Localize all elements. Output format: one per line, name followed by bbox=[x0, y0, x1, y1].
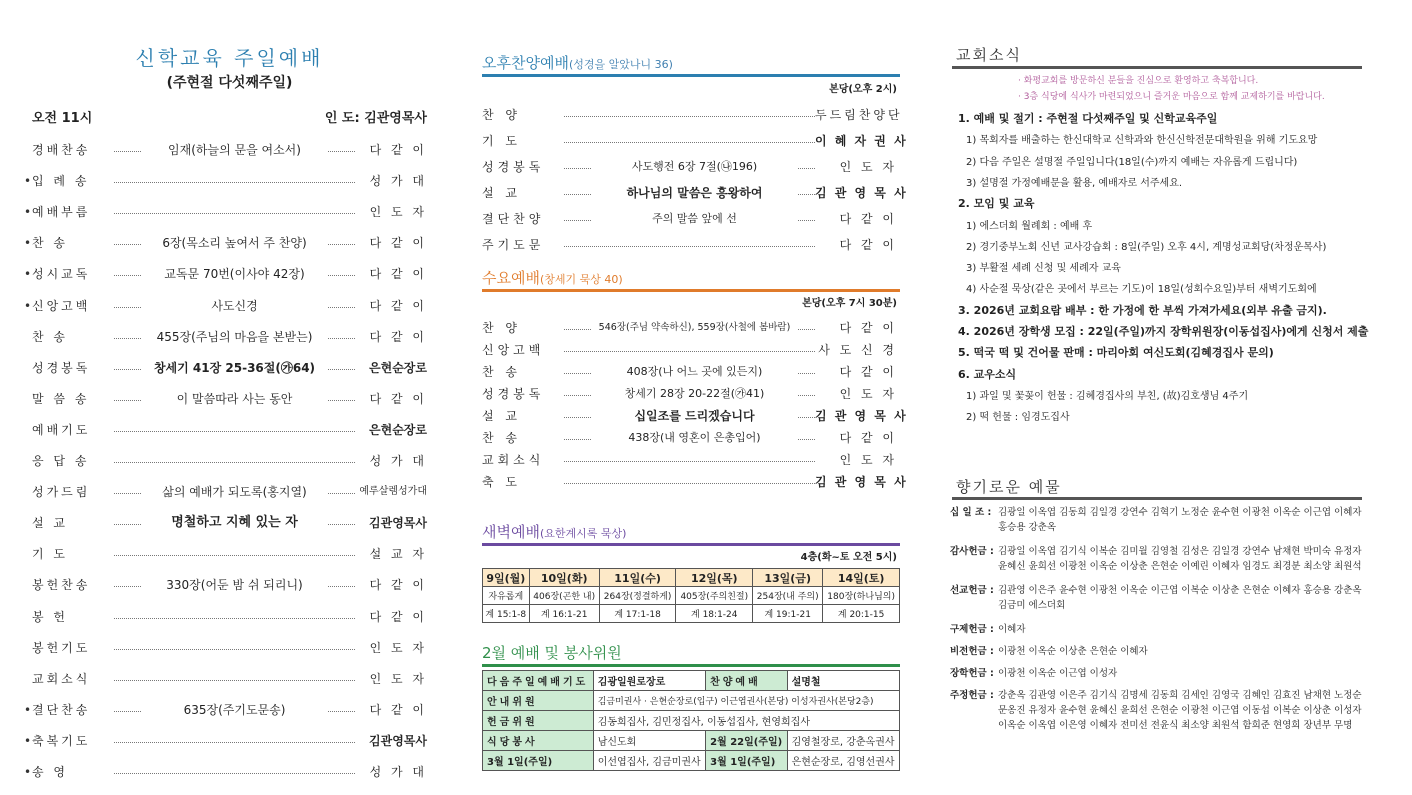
afternoon-item bbox=[482, 157, 897, 177]
item-content: 이 말씀따라 사는 동안 bbox=[142, 389, 327, 409]
next-prayer-name: 김광일원로장로 bbox=[593, 671, 705, 691]
news-item: 1) 목회자를 배출하는 한신대학교 신학과와 한신신학전문대학원을 위해 기도요망 bbox=[966, 135, 1318, 147]
dawn-text: 계 18:1-24 bbox=[676, 605, 753, 623]
worship-item bbox=[32, 575, 427, 595]
dot-leader bbox=[114, 182, 355, 183]
dawn-hymn: 180장(하나님의) bbox=[823, 587, 900, 605]
volunteers-table bbox=[482, 670, 900, 771]
offering-label: 구제헌금 : bbox=[950, 624, 994, 635]
dot-leader bbox=[564, 461, 817, 462]
dot-leader bbox=[564, 142, 817, 143]
worship-item bbox=[24, 731, 427, 751]
item-name: 송 영 bbox=[32, 765, 68, 779]
service-leader: 인 도: 김관영목사 bbox=[324, 111, 427, 126]
worship-item bbox=[32, 358, 427, 378]
item-name: 찬 송 bbox=[482, 365, 521, 379]
news-item: 4) 사순절 묵상(같은 곳에서 부르는 기도)이 18일(성회수요일)부터 새벽기도회에 bbox=[966, 284, 1317, 296]
news-item: 3) 부활절 세례 신청 및 세례자 교육 bbox=[966, 263, 1121, 275]
item-leader: 인 도 자 bbox=[815, 384, 897, 404]
item-content: 교독문 70번(이사야 42장) bbox=[142, 264, 327, 284]
offering-names: 김동희집사, 김민정집사, 이동섭집사, 현영희집사 bbox=[593, 711, 899, 731]
item-content: 삶의 예배가 되도록(홍지열) bbox=[142, 482, 327, 502]
service-title: 신학교육 주일예배 bbox=[135, 46, 324, 70]
dawn-hymn: 264장(정결하게) bbox=[599, 587, 676, 605]
item-name: 신앙고백 bbox=[32, 298, 91, 313]
news-note-2: · 3층 식당에 식사가 마련되었으니 즐거운 마음으로 함께 교제하기를 바랍니다. bbox=[1018, 92, 1325, 102]
worship-item bbox=[32, 607, 427, 627]
item-content: 명철하고 지혜 있는 자 bbox=[142, 513, 327, 533]
dawn-hymn: 405장(주의친절) bbox=[676, 587, 753, 605]
item-leader: 김 관 영 목 사 bbox=[815, 183, 897, 203]
item-leader: 다 같 이 bbox=[357, 327, 427, 347]
item-name: 설 교 bbox=[482, 186, 521, 200]
dot-leader bbox=[564, 351, 817, 352]
offering-names: 강춘옥 김관영 이은주 김기식 김명세 김동희 김세인 김영국 김혜인 김효진 남채현 노정순 문옹진 유정자 윤수현 윤혜신 윤희선 은현순 이광천 이근엽 이동섭 이복순 이상춘 이성자 이옥순 이옥엽 이은영 이혜자 전미선 전윤식 최소양 최원석 함희준 현영희 장년부 무명 bbox=[998, 690, 1362, 731]
item-leader: 김 관 영 목 사 bbox=[815, 472, 897, 492]
item-leader: 김 관 영 목 사 bbox=[815, 406, 897, 426]
dawn-divider bbox=[482, 543, 900, 546]
item-content: 546장(주님 약속하신), 559장(사철에 봄바람) bbox=[592, 318, 797, 338]
offering-label: 비전헌금 : bbox=[950, 646, 994, 657]
item-name: 입 례 송 bbox=[32, 174, 90, 189]
item-name: 성경봉독 bbox=[482, 387, 545, 401]
offering-label: 감사헌금 : bbox=[950, 546, 994, 557]
worship-item bbox=[24, 762, 427, 782]
offering-names: 김광일 이옥엽 김동희 김일경 강연수 김혁기 노정순 윤수현 이광천 이옥순 이근엽 이혜자 홍승용 강춘옥 bbox=[998, 507, 1362, 533]
item-content: 사도행전 6장 7절(㉯196) bbox=[592, 157, 797, 177]
afternoon-place: 본당(오후 2시) bbox=[829, 84, 897, 95]
service-time: 오전 11시 bbox=[32, 111, 93, 126]
news-item: 2) 다음 주일은 설명절 주일입니다(18일(수)까지 예배는 자유롭게 드립니다) bbox=[966, 156, 1298, 168]
afternoon-item bbox=[482, 235, 897, 255]
dot-leader bbox=[114, 742, 355, 743]
dawn-day: 12일(목) bbox=[676, 569, 753, 587]
item-leader: 인 도 자 bbox=[357, 638, 427, 658]
worship-item bbox=[32, 451, 427, 471]
mar1-label-2: 3월 1일(주일) bbox=[706, 751, 787, 771]
item-name: 결단찬양 bbox=[482, 212, 545, 226]
dawn-day: 13일(금) bbox=[753, 569, 823, 587]
news-column bbox=[948, 0, 1368, 795]
worship-item bbox=[32, 669, 427, 689]
wednesday-item bbox=[482, 472, 908, 492]
item-content: 창세기 28장 20-22절(㉮41) bbox=[592, 384, 797, 404]
offering-label: 헌금위원 bbox=[483, 711, 594, 731]
usher-names: 김금미권사 · 은현순장로(입구) 이근엽권사(본당) 이성자권사(본당2층) bbox=[593, 691, 899, 711]
dawn-text: 계 15:1-8 bbox=[483, 605, 530, 623]
item-leader: 다 같 이 bbox=[357, 264, 427, 284]
item-leader: 인 도 자 bbox=[815, 450, 897, 470]
item-leader: 설 교 자 bbox=[357, 544, 427, 564]
item-bullet: • bbox=[24, 702, 32, 717]
item-content: 6장(목소리 높여서 주 찬양) bbox=[142, 233, 327, 253]
item-leader: 성 가 대 bbox=[357, 451, 427, 471]
item-content: 635장(주기도문송) bbox=[142, 700, 327, 720]
news-item: 1) 과일 및 꽃꽂이 헌물 : 김혜경집사의 부친, (故)김호생님 4주기 bbox=[966, 390, 1249, 402]
dawn-day: 10일(화) bbox=[529, 569, 599, 587]
volunteers-title: 2월 예배 및 봉사위원 bbox=[482, 644, 622, 662]
item-bullet: • bbox=[24, 733, 32, 748]
news-item: 5. 떡국 떡 및 건어물 판매 : 마리아회 여신도회(김혜경집사 문의) bbox=[958, 346, 1274, 360]
dawn-text: 계 17:1-18 bbox=[599, 605, 676, 623]
item-content: 십일조를 드리겠습니다 bbox=[592, 406, 797, 426]
item-name: 설 교 bbox=[32, 516, 68, 531]
item-name: 주기도문 bbox=[482, 238, 545, 252]
wednesday-item bbox=[482, 340, 897, 360]
item-bullet: • bbox=[24, 236, 32, 251]
item-name: 교회소식 bbox=[32, 671, 91, 686]
item-bullet: • bbox=[24, 298, 32, 313]
offering-label: 선교헌금 : bbox=[950, 585, 994, 596]
item-leader: 다 같 이 bbox=[357, 296, 427, 316]
dot-leader bbox=[564, 116, 817, 117]
dot-leader bbox=[114, 555, 355, 556]
offering-label: 장학헌금 : bbox=[950, 668, 994, 679]
offering-label: 십 일 조 : bbox=[950, 507, 992, 518]
news-item: 1. 예배 및 절기 : 주현절 다섯째주일 및 신학교육주일 bbox=[958, 112, 1218, 125]
item-name: 기 도 bbox=[482, 134, 521, 148]
item-leader: 이 혜 자 권 사 bbox=[815, 131, 897, 151]
offerings-title: 향기로운 예물 bbox=[956, 478, 1062, 496]
dot-leader bbox=[114, 213, 355, 214]
item-name: 성가드림 bbox=[32, 485, 91, 500]
item-name: 성경봉독 bbox=[482, 160, 545, 174]
item-name: 봉 헌 bbox=[32, 609, 68, 624]
next-prayer-label: 다음주일예배기도 bbox=[483, 671, 594, 691]
service-subtitle: (주현절 다섯째주일) bbox=[166, 75, 293, 91]
dot-leader bbox=[114, 680, 355, 681]
wednesday-item bbox=[482, 318, 897, 338]
usher-label: 안내위원 bbox=[483, 691, 594, 711]
feb22-label: 2월 22일(주일) bbox=[706, 731, 787, 751]
item-content: 330장(어둔 밤 쉬 되리니) bbox=[142, 575, 327, 595]
worship-item bbox=[32, 389, 427, 409]
dot-leader bbox=[564, 483, 817, 484]
item-leader: 김관영목사 bbox=[357, 513, 427, 533]
item-leader: 다 같 이 bbox=[357, 233, 427, 253]
wednesday-divider bbox=[482, 289, 900, 292]
worship-item bbox=[32, 327, 427, 347]
worship-item bbox=[32, 638, 427, 658]
afternoon-service-title: 오후찬양예배(성경을 알았나니 36) bbox=[482, 54, 673, 72]
news-item: 3. 2026년 교회요람 배부 : 한 가정에 한 부씩 가져가세요(외부 유출 금지). bbox=[958, 303, 1327, 317]
item-leader: 인 도 자 bbox=[815, 157, 897, 177]
worship-item bbox=[32, 482, 427, 502]
news-note-1: · 화평교회를 방문하신 분들을 진심으로 환영하고 축복합니다. bbox=[1018, 76, 1259, 86]
item-leader: 다 같 이 bbox=[357, 575, 427, 595]
offering-names: 김관영 이은주 윤수현 이광천 이옥순 이근엽 이복순 이상춘 은현순 이혜자 홍승용 강춘옥 김금미 에스더회 bbox=[998, 585, 1362, 611]
offering-names: 이광천 이옥순 이상춘 은현순 이혜자 bbox=[998, 646, 1148, 657]
dot-leader bbox=[564, 246, 817, 247]
item-name: 경배찬송 bbox=[32, 143, 91, 157]
mar1-label: 3월 1일(주일) bbox=[483, 751, 594, 771]
other-services-column bbox=[478, 0, 908, 795]
wednesday-item bbox=[482, 384, 897, 404]
item-name: 예배부름 bbox=[32, 205, 91, 220]
item-leader: 다 같 이 bbox=[357, 700, 427, 720]
dawn-place: 4층(화~토 오전 5시) bbox=[800, 552, 897, 563]
item-leader: 인 도 자 bbox=[357, 202, 427, 222]
item-leader: 다 같 이 bbox=[357, 140, 427, 160]
item-content: 사도신경 bbox=[142, 296, 327, 316]
item-content: 하나님의 말씀은 흥왕하여 bbox=[592, 183, 797, 203]
news-item: 3) 설명절 가정예배문을 활용, 예배자로 서주세요. bbox=[966, 177, 1183, 189]
item-name: 성시교독 bbox=[32, 267, 91, 282]
item-leader: 은현순장로 bbox=[357, 358, 427, 378]
item-leader: 성 가 대 bbox=[357, 762, 427, 782]
praise-label: 찬양예배 bbox=[706, 671, 787, 691]
item-leader: 김관영목사 bbox=[357, 731, 427, 751]
praise-name: 설명철 bbox=[787, 671, 899, 691]
dot-leader bbox=[114, 649, 355, 650]
dawn-day: 9일(월) bbox=[483, 569, 530, 587]
item-leader: 다 같 이 bbox=[815, 318, 897, 338]
worship-item bbox=[24, 700, 427, 720]
worship-item bbox=[24, 233, 427, 253]
item-leader: 다 같 이 bbox=[815, 362, 897, 382]
item-name: 설 교 bbox=[482, 409, 521, 423]
item-content: 455장(주님의 마음을 본받는) bbox=[142, 327, 327, 347]
item-bullet: • bbox=[24, 205, 32, 220]
item-bullet: • bbox=[24, 765, 32, 779]
item-leader: 인 도 자 bbox=[357, 669, 427, 689]
mar1-names-b: 은현순장로, 김영선권사 bbox=[787, 751, 899, 771]
item-name: 말 씀 송 bbox=[32, 391, 90, 406]
item-name: 찬 양 bbox=[482, 321, 521, 335]
item-leader: 다 같 이 bbox=[815, 428, 897, 448]
item-leader: 은현순장로 bbox=[357, 420, 427, 440]
item-name: 찬 송 bbox=[32, 236, 68, 251]
meal-group: 남신도회 bbox=[593, 731, 705, 751]
item-name: 축 도 bbox=[482, 475, 521, 489]
news-item: 2) 경기중부노회 신년 교사강습회 : 8일(주일) 오후 4시, 계명성교회당(차정운목사) bbox=[966, 241, 1327, 253]
item-content: 임재(하늘의 문을 여소서) bbox=[142, 140, 327, 160]
volunteers-divider bbox=[482, 664, 900, 667]
worship-item bbox=[24, 264, 427, 284]
item-name: 결단찬송 bbox=[32, 702, 91, 717]
item-leader: 예루살렘성가대 bbox=[357, 482, 427, 502]
wednesday-service-title: 수요예배(창세기 묵상 40) bbox=[482, 269, 623, 287]
wednesday-item bbox=[482, 428, 897, 448]
item-name: 봉헌찬송 bbox=[32, 578, 91, 593]
sunday-service-column bbox=[22, 0, 437, 795]
dawn-text: 계 16:1-21 bbox=[529, 605, 599, 623]
dawn-service-title: 새벽예배(요한계시록 묵상) bbox=[482, 523, 627, 541]
dot-leader bbox=[114, 773, 355, 774]
item-leader: 다 같 이 bbox=[357, 389, 427, 409]
item-name: 봉헌기도 bbox=[32, 640, 91, 655]
dawn-day: 14일(토) bbox=[823, 569, 900, 587]
meal-label: 식당봉사 bbox=[483, 731, 594, 751]
worship-item bbox=[32, 513, 427, 533]
item-leader: 두드림찬양단 bbox=[815, 105, 897, 125]
dawn-day: 11일(수) bbox=[599, 569, 676, 587]
wednesday-item bbox=[482, 450, 897, 470]
worship-item bbox=[32, 544, 427, 564]
service-header bbox=[32, 107, 427, 126]
afternoon-divider bbox=[482, 74, 900, 77]
news-item: 4. 2026년 장학생 모집 : 22일(주일)까지 장학위원장(이동섭집사)에게 신청서 제출 bbox=[958, 325, 1369, 338]
worship-item bbox=[24, 296, 427, 316]
item-bullet: • bbox=[24, 267, 32, 282]
item-leader: 성 가 대 bbox=[357, 171, 427, 191]
item-content: 408장(나 어느 곳에 있든지) bbox=[592, 362, 797, 382]
news-item: 2) 떡 헌물 : 임경도집사 bbox=[966, 412, 1070, 424]
offering-label: 주정헌금 : bbox=[950, 690, 994, 701]
dawn-text: 계 19:1-21 bbox=[753, 605, 823, 623]
item-name: 기 도 bbox=[32, 547, 68, 562]
dawn-hymn: 자유롭게 bbox=[483, 587, 530, 605]
item-name: 찬 양 bbox=[482, 108, 521, 122]
worship-item bbox=[32, 420, 427, 440]
item-name: 교회소식 bbox=[482, 453, 545, 467]
afternoon-item bbox=[482, 183, 908, 203]
dot-leader bbox=[114, 462, 355, 463]
item-name: 예배기도 bbox=[32, 422, 91, 437]
dawn-schedule-table bbox=[482, 568, 900, 623]
item-leader: 다 같 이 bbox=[815, 235, 897, 255]
item-name: 응 답 송 bbox=[32, 454, 90, 468]
afternoon-item bbox=[482, 209, 897, 229]
news-item: 6. 교우소식 bbox=[958, 367, 1017, 381]
item-content: 창세기 41장 25-36절(㉮64) bbox=[142, 358, 327, 378]
worship-item bbox=[32, 140, 427, 160]
item-leader: 다 같 이 bbox=[357, 607, 427, 627]
dot-leader bbox=[114, 618, 355, 619]
news-title: 교회소식 bbox=[956, 46, 1022, 64]
news-item: 2. 모임 및 교육 bbox=[958, 197, 1035, 211]
wednesday-place: 본당(오후 7시 30분) bbox=[802, 298, 897, 309]
offering-names: 이혜자 bbox=[998, 624, 1026, 635]
item-name: 성경봉독 bbox=[32, 360, 91, 375]
item-bullet: • bbox=[24, 174, 32, 189]
wednesday-item bbox=[482, 406, 908, 426]
offering-names: 이광천 이옥순 이근엽 이성자 bbox=[998, 668, 1118, 679]
dawn-hymn: 406장(곤한 내) bbox=[529, 587, 599, 605]
item-name: 찬 송 bbox=[32, 329, 68, 344]
item-name: 찬 송 bbox=[482, 431, 521, 445]
news-divider bbox=[952, 66, 1362, 69]
afternoon-item bbox=[482, 131, 908, 151]
mar1-names-a: 이선엽집사, 김금미권사 bbox=[593, 751, 705, 771]
news-item: 1) 에스더회 월례회 : 예배 후 bbox=[966, 220, 1093, 232]
afternoon-item bbox=[482, 105, 903, 125]
dot-leader bbox=[114, 431, 355, 432]
item-content: 438장(내 영혼이 은총입어) bbox=[592, 428, 797, 448]
item-leader: 다 같 이 bbox=[815, 209, 897, 229]
wednesday-item bbox=[482, 362, 897, 382]
offering-names: 김광일 이옥엽 김기식 이복순 김미월 김영철 김성은 김일경 강연수 남채현 박미숙 유정자 윤혜신 윤희선 이광천 이옥순 이상춘 은현순 이예린 이혜자 임경도 최경분 최소양 최원석 bbox=[998, 546, 1362, 572]
offerings-divider bbox=[952, 497, 1362, 500]
item-content: 주의 말씀 앞에 선 bbox=[592, 209, 797, 229]
feb22-names: 김영철장로, 강춘옥권사 bbox=[787, 731, 899, 751]
dawn-hymn: 254장(내 주의) bbox=[753, 587, 823, 605]
worship-item bbox=[24, 171, 427, 191]
item-leader: 사 도 신 경 bbox=[815, 340, 897, 360]
item-name: 신앙고백 bbox=[482, 343, 545, 357]
worship-item bbox=[24, 202, 427, 222]
item-name: 축복기도 bbox=[32, 733, 91, 748]
dawn-text: 계 20:1-15 bbox=[823, 605, 900, 623]
